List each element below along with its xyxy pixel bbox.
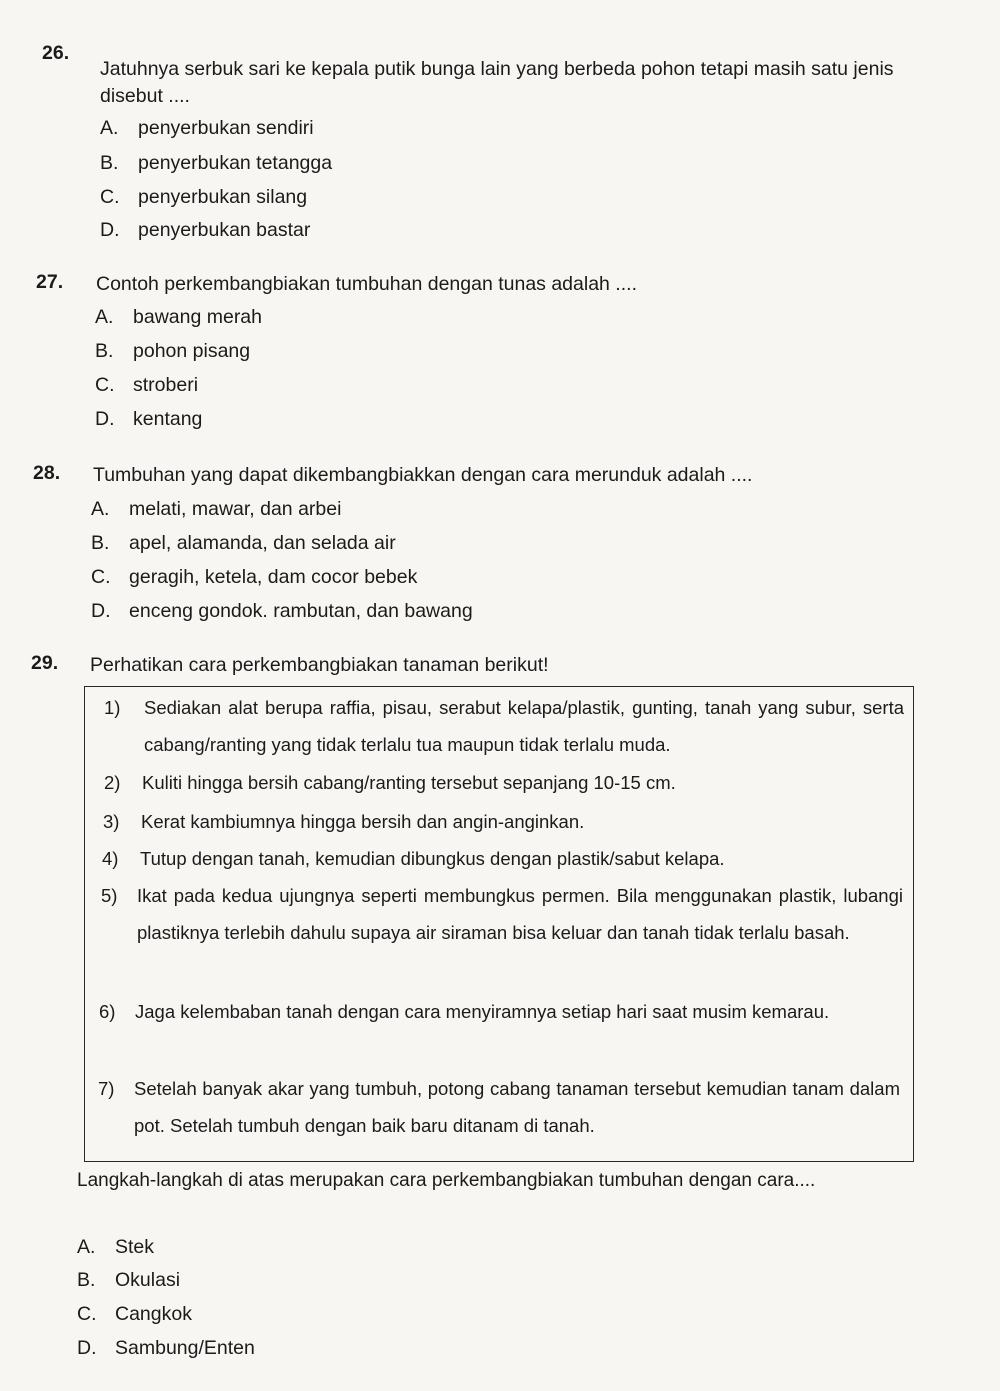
option-letter: C.: [91, 566, 111, 588]
step-number: 2): [104, 772, 121, 793]
option-letter: B.: [100, 152, 119, 174]
option-letter: C.: [95, 374, 115, 396]
option-text: penyerbukan silang: [138, 186, 308, 208]
question-29-option-d[interactable]: [77, 1337, 255, 1360]
question-26-option-d[interactable]: [100, 219, 310, 242]
option-letter: D.: [91, 600, 111, 622]
step-text: Jaga kelembaban tanah dengan cara menyiramnya setiap hari saat musim kemarau.: [135, 1001, 830, 1022]
question-27-number: 27.: [36, 271, 64, 293]
question-29-stem: Perhatikan cara perkembangbiakan tanaman berikut!: [90, 654, 549, 676]
option-text: bawang merah: [133, 306, 262, 328]
question-27-option-a[interactable]: [95, 306, 262, 329]
question-29-closing: Langkah-langkah di atas merupakan cara perkembangbiakan tumbuhan dengan cara....: [77, 1170, 816, 1191]
step-number: 3): [103, 811, 120, 832]
option-text: stroberi: [133, 374, 199, 396]
question-28-option-b[interactable]: [91, 532, 396, 555]
step-text: Setelah banyak akar yang tumbuh, potong cabang tanaman tersebut kemudian tanam dalam pot. Setelah tumbuh dengan baik baru ditanam di tanah.: [134, 1078, 900, 1136]
step-number: 1): [104, 697, 121, 718]
step-text: Ikat pada kedua ujungnya seperti membungkus permen. Bila menggunakan plastik, lubangi plastiknya terlebih dahulu supaya air siraman bisa keluar dan tanah tidak terlalu basah.: [137, 885, 903, 943]
option-letter: D.: [95, 408, 115, 430]
option-letter: D.: [100, 219, 120, 241]
option-letter: A.: [77, 1236, 96, 1258]
option-letter: B.: [95, 340, 114, 362]
question-27-option-d[interactable]: [95, 408, 202, 431]
step-text: Tutup dengan tanah, kemudian dibungkus dengan plastik/sabut kelapa.: [140, 848, 725, 869]
option-text: penyerbukan tetangga: [138, 152, 333, 174]
step-text: Kerat kambiumnya hingga bersih dan angin-anginkan.: [141, 811, 585, 832]
question-26-stem: Jatuhnya serbuk sari ke kepala putik bunga lain yang berbeda pohon tetapi masih satu jenis disebut ....: [100, 58, 894, 107]
question-26-option-a[interactable]: [100, 117, 314, 140]
option-text: Okulasi: [115, 1269, 181, 1291]
question-29-number: 29.: [31, 652, 59, 674]
option-text: geragih, ketela, dam cocor bebek: [129, 566, 418, 588]
option-letter: A.: [100, 117, 119, 139]
option-text: enceng gondok. rambutan, dan bawang: [129, 600, 473, 622]
step-number: 7): [98, 1078, 115, 1099]
question-27-option-c[interactable]: [95, 374, 198, 397]
option-letter: A.: [91, 498, 110, 520]
question-28-option-a[interactable]: [91, 498, 341, 521]
question-29-option-c[interactable]: [77, 1303, 192, 1326]
option-text: Stek: [115, 1236, 155, 1258]
option-text: penyerbukan bastar: [138, 219, 311, 241]
option-text: Cangkok: [115, 1303, 192, 1325]
question-28-option-d[interactable]: [91, 600, 473, 623]
option-letter: C.: [77, 1303, 97, 1325]
question-28-stem: Tumbuhan yang dapat dikembangbiakkan dengan cara merunduk adalah ....: [93, 464, 753, 486]
question-27-option-b[interactable]: [95, 340, 250, 363]
step-number: 5): [101, 885, 118, 906]
step-text: Sediakan alat berupa raffia, pisau, serabut kelapa/plastik, gunting, tanah yang subur, serta cabang/ranting yang tidak terlalu tua maupun tidak terlalu muda.: [144, 697, 904, 755]
question-27-stem: Contoh perkembangbiakan tumbuhan dengan tunas adalah ....: [96, 273, 637, 295]
option-text: kentang: [133, 408, 203, 430]
option-letter: C.: [100, 186, 120, 208]
option-text: pohon pisang: [133, 340, 251, 362]
question-28-number: 28.: [33, 462, 61, 484]
option-text: melati, mawar, dan arbei: [129, 498, 342, 520]
question-29-option-b[interactable]: [77, 1269, 180, 1292]
question-26-option-c[interactable]: [100, 186, 307, 209]
step-number: 6): [99, 1001, 116, 1022]
option-text: Sambung/Enten: [115, 1337, 255, 1359]
step-number: 4): [102, 848, 119, 869]
option-text: penyerbukan sendiri: [138, 117, 314, 139]
question-26-option-b[interactable]: [100, 152, 332, 175]
option-letter: B.: [91, 532, 110, 554]
option-text: apel, alamanda, dan selada air: [129, 532, 396, 554]
question-28-option-c[interactable]: [91, 566, 417, 589]
question-26-number: 26.: [42, 42, 70, 64]
step-text: Kuliti hingga bersih cabang/ranting tersebut sepanjang 10-15 cm.: [142, 772, 676, 793]
question-29-option-a[interactable]: [77, 1236, 154, 1259]
option-letter: D.: [77, 1337, 97, 1359]
option-letter: B.: [77, 1269, 96, 1291]
option-letter: A.: [95, 306, 114, 328]
